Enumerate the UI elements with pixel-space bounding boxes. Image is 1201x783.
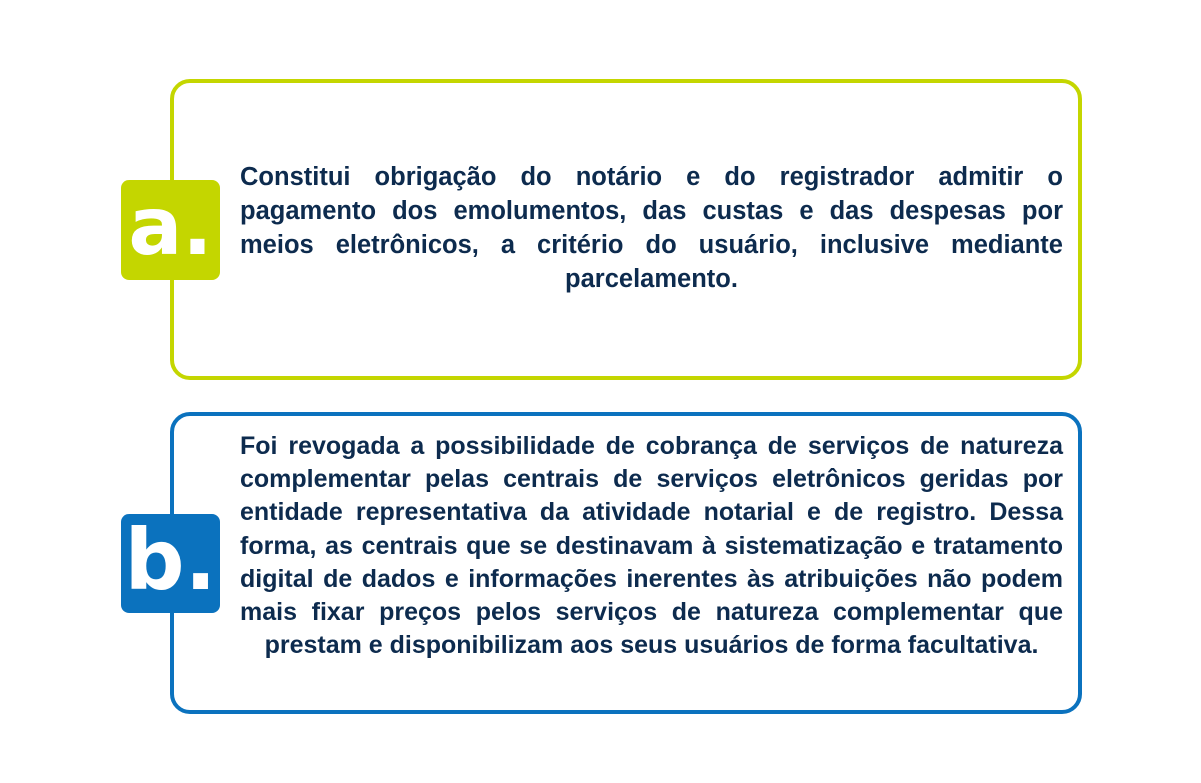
item-a-badge: a. [121, 180, 220, 280]
item-b-badge: b. [121, 514, 220, 613]
item-a-text: Constitui obrigação do notário e do registrador admitir o pagamento dos emolumentos, das custas e das despesas por meios eletrônicos, a critério do usuário, inclusive mediante parcelamento. [240, 163, 1063, 293]
item-b-text: Foi revogada a possibilidade de cobrança de serviços de natureza complementar pelas centrais de serviços eletrônicos geridas por entidade representativa da atividade notarial e de registro. Dessa forma, as centrais que se destinavam à sistematização e tratamento digital de dados e informações inerentes às atribuições não podem mais fixar preços pelos serviços de natureza complementar que prestam e disponibilizam aos seus usuários de forma facultativa. [240, 432, 1063, 660]
